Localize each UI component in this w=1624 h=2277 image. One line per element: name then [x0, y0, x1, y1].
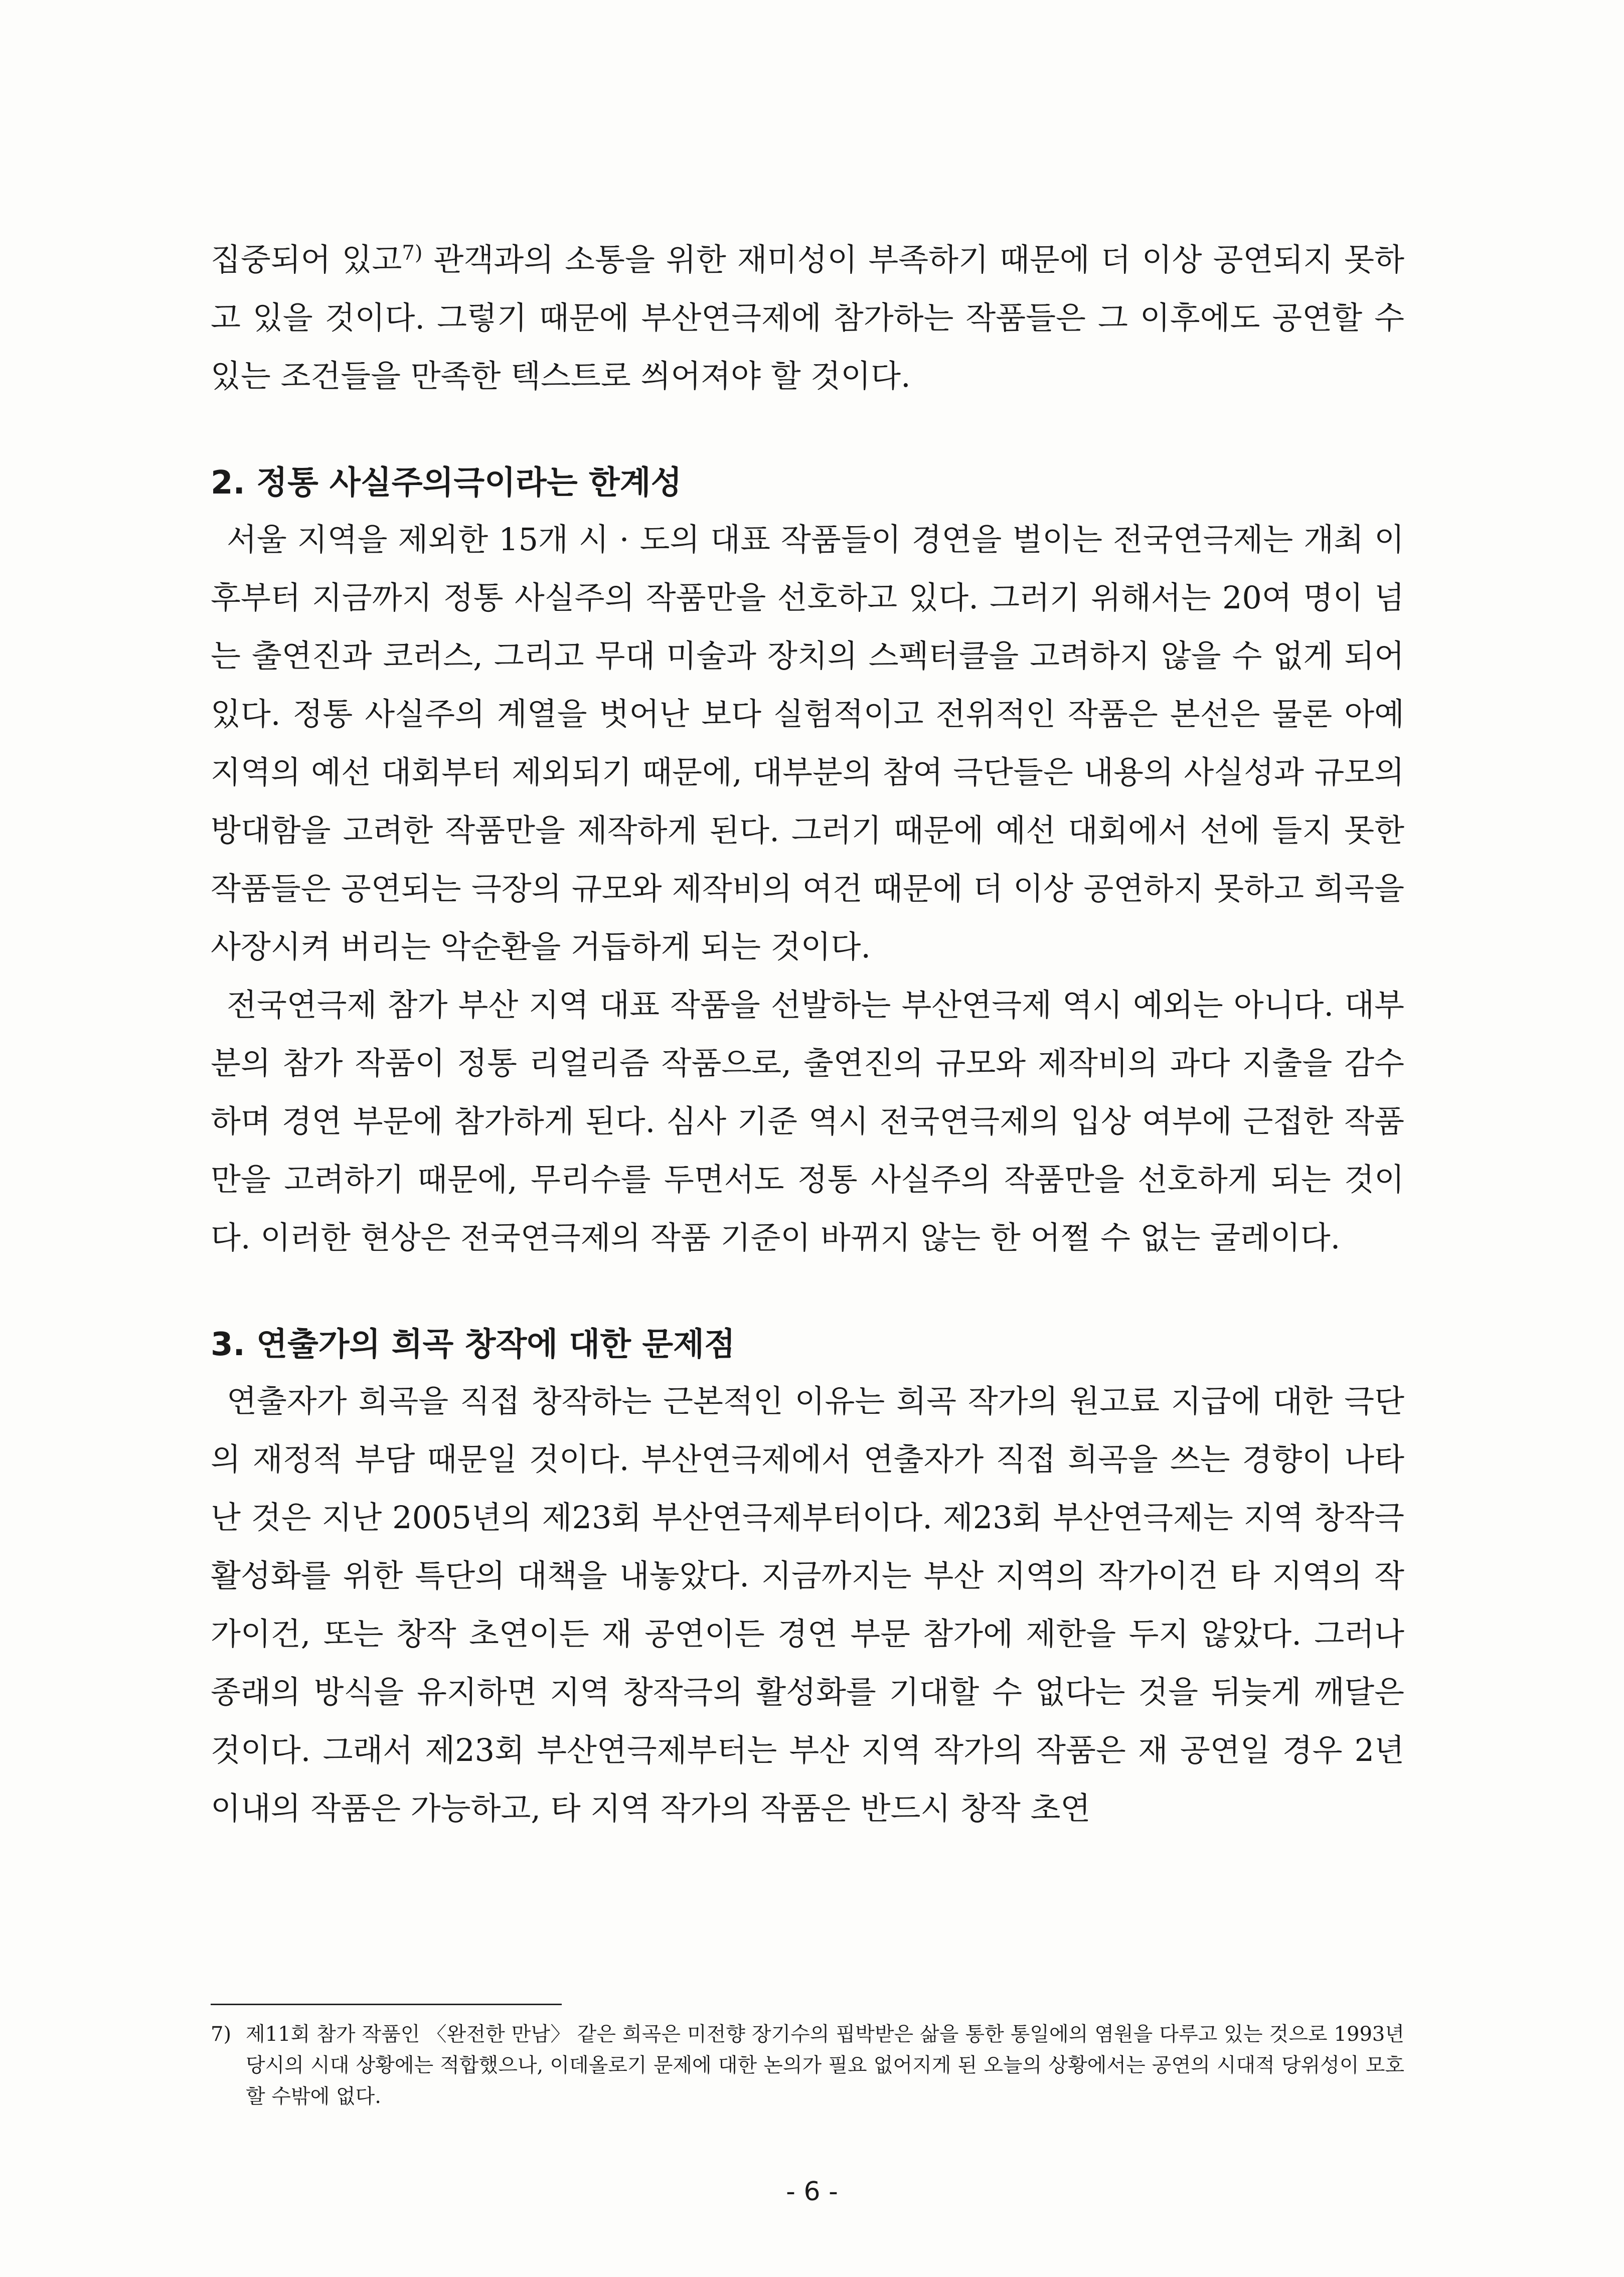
footnote-reference: 7)	[402, 241, 423, 265]
section-2-paragraph-1: 서울 지역을 제외한 15개 시 · 도의 대표 작품들이 경연을 벌이는 전국연극제는 개최 이후부터 지금까지 정통 사실주의 작품만을 선호하고 있다. 그러기 위해서는 20여 명이 넘는 출연진과 코러스, 그리고 무대 미술과 장치의 스펙터클을 고려하지 않을 수 없게 되어 있다. 정통 사실주의 계열을 벗어난 보다 실험적이고 전위적인 작품은 본선은 물론 아예 지역의 예선 대회부터 제외되기 때문에, 대부분의 참여 극단들은 내용의 사실성과 규모의 방대함을 고려한 작품만을 제작하게 된다. 그러기 때문에 예선 대회에서 선에 들지 못한 작품들은 공연되는 극장의 규모와 제작비의 여건 때문에 더 이상 공연하지 못하고 희곡을 사장시켜 버리는 악순환을 거듭하게 되는 것이다.	[211, 521, 1404, 965]
footnote-number: 7)	[211, 2023, 232, 2046]
section-gap	[211, 405, 1404, 455]
footnote	[211, 2019, 1404, 2112]
section-3-paragraph-1: 연출자가 희곡을 직접 창작하는 근본적인 이유는 희곡 작가의 원고료 지급에 대한 극단의 재정적 부담 때문일 것이다. 부산연극제에서 연출자가 직접 희곡을 쓰는 경향이 나타난 것은 지난 2005년의 제23회 부산연극제부터이다. 제23회 부산연극제는 지역 창작극 활성화를 위한 특단의 대책을 내놓았다. 지금까지는 부산 지역의 작가이건 타 지역의 작가이건, 또는 창작 초연이든 재 공연이든 경연 부문 참가에 제한을 두지 않았다. 그러나 종래의 방식을 유지하면 지역 창작극의 활성화를 기대할 수 없다는 것을 뒤늦게 깨달은 것이다. 그래서 제23회 부산연극제부터는 부산 지역 작가의 작품은 재 공연일 경우 2년 이내의 작품은 가능하고, 타 지역 작가의 작품은 반드시 창작 초연	[211, 1383, 1404, 1827]
intro-text-before-ref: 집중되어 있고	[211, 241, 402, 278]
body-text	[211, 231, 1404, 1838]
intro-paragraph	[211, 231, 1404, 405]
section-2-heading: 2. 정통 사실주의극이라는 한계성	[211, 464, 682, 502]
section-2-paragraph-2: 전국연극제 참가 부산 지역 대표 작품을 선발하는 부산연극제 역시 예외는 아니다. 대부분의 참가 작품이 정통 리얼리즘 작품으로, 출연진의 규모와 제작비의 과다 지출을 감수하며 경연 부문에 참가하게 된다. 심사 기준 역시 전국연극제의 입상 여부에 근접한 작품만을 고려하기 때문에, 무리수를 두면서도 정통 사실주의 작품만을 선호하게 되는 것이다. 이러한 현상은 전국연극제의 작품 기준이 바뀌지 않는 한 어쩔 수 없는 굴레이다.	[211, 987, 1404, 1256]
section-gap	[211, 1267, 1404, 1317]
footnote-text: 제11회 참가 작품인 〈완전한 만남〉 같은 희곡은 미전향 장기수의 핍박받은 삶을 통한 통일에의 염원을 다루고 있는 것으로 1993년 당시의 시대 상황에는 적합했으나, 이데올로기 문제에 대한 논의가 필요 없어지게 된 오늘의 상황에서는 공연의 시대적 당위성이 모호할 수밖에 없다.	[246, 2023, 1404, 2108]
page-number: - 6 -	[786, 2177, 838, 2207]
intro-text-after-ref: 관객과의 소통을 위한 재미성이 부족하기 때문에 더 이상 공연되지 못하고 있을 것이다. 그렇기 때문에 부산연극제에 참가하는 작품들은 그 이후에도 공연할 수 있는 조건들을 만족한 텍스트로 씌어져야 할 것이다.	[211, 241, 1404, 394]
section-3-heading: 3. 연출가의 희곡 창작에 대한 문제점	[211, 1326, 735, 1363]
footnote-divider	[211, 2004, 562, 2005]
